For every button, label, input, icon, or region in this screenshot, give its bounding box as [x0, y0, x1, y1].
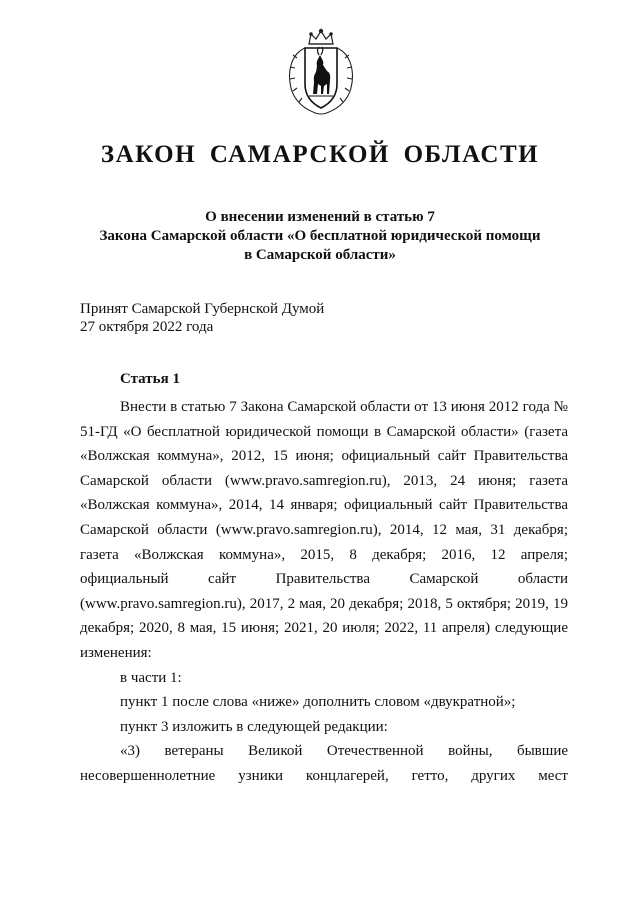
coat-of-arms-icon: [283, 28, 359, 116]
law-title: ЗАКОН САМАРСКОЙ ОБЛАСТИ: [100, 141, 540, 168]
law-subtitle: [60, 208, 580, 265]
adoption-info: [80, 300, 324, 336]
body-paragraph: пункт 1 после слова «ниже» дополнить словом «двукратной»;: [120, 694, 516, 711]
adopted-by: Принят Самарской Губернской Думой: [80, 301, 325, 317]
body-paragraph: в части 1:: [120, 669, 182, 686]
subtitle-line: в Самарской области»: [244, 247, 396, 263]
article-heading: Статья 1: [120, 371, 180, 387]
subtitle-line: О внесении изменений в статью 7: [205, 209, 435, 225]
body-paragraph: пункт 3 изложить в следующей редакции:: [120, 718, 388, 735]
body-paragraph: Внести в статью 7 Закона Самарской области от 13 июня 2012 года № 51-ГД «О бесплатной юридической помощи в Самарской области» (газета «Волжская коммуна», 2012, 15 июня; официальный сайт Правительства Самарской области (www.pravo.samregion.ru), 2013, 24 июня; газета «Волжская коммуна», 2014, 14 января; официальный сайт Правительства Самарской области (www.pravo.samregion.ru), 2014, 12 мая, 31 декабря; газета «Волжская коммуна», 2015, 8 декабря; 2016, 12 апреля; официальный сайт Правительства Самарской области (www.pravo.samregion.ru), 2017, 2 мая, 20 декабря; 2018, 5 октября; 2019, 19 декабря; 2020, 8 мая, 15 июня; 2021, 20 июля; 2022, 11 апреля) следующие изменения:: [80, 399, 568, 661]
article-body: [80, 395, 568, 789]
adoption-date: 27 октября 2022 года: [80, 319, 214, 335]
subtitle-line: Закона Самарской области «О бесплатной юридической помощи: [99, 228, 541, 244]
body-paragraph: «3) ветераны Великой Отечественной войны, бывшие несовершеннолетние узники концлагерей, гетто, других мест: [80, 743, 568, 784]
